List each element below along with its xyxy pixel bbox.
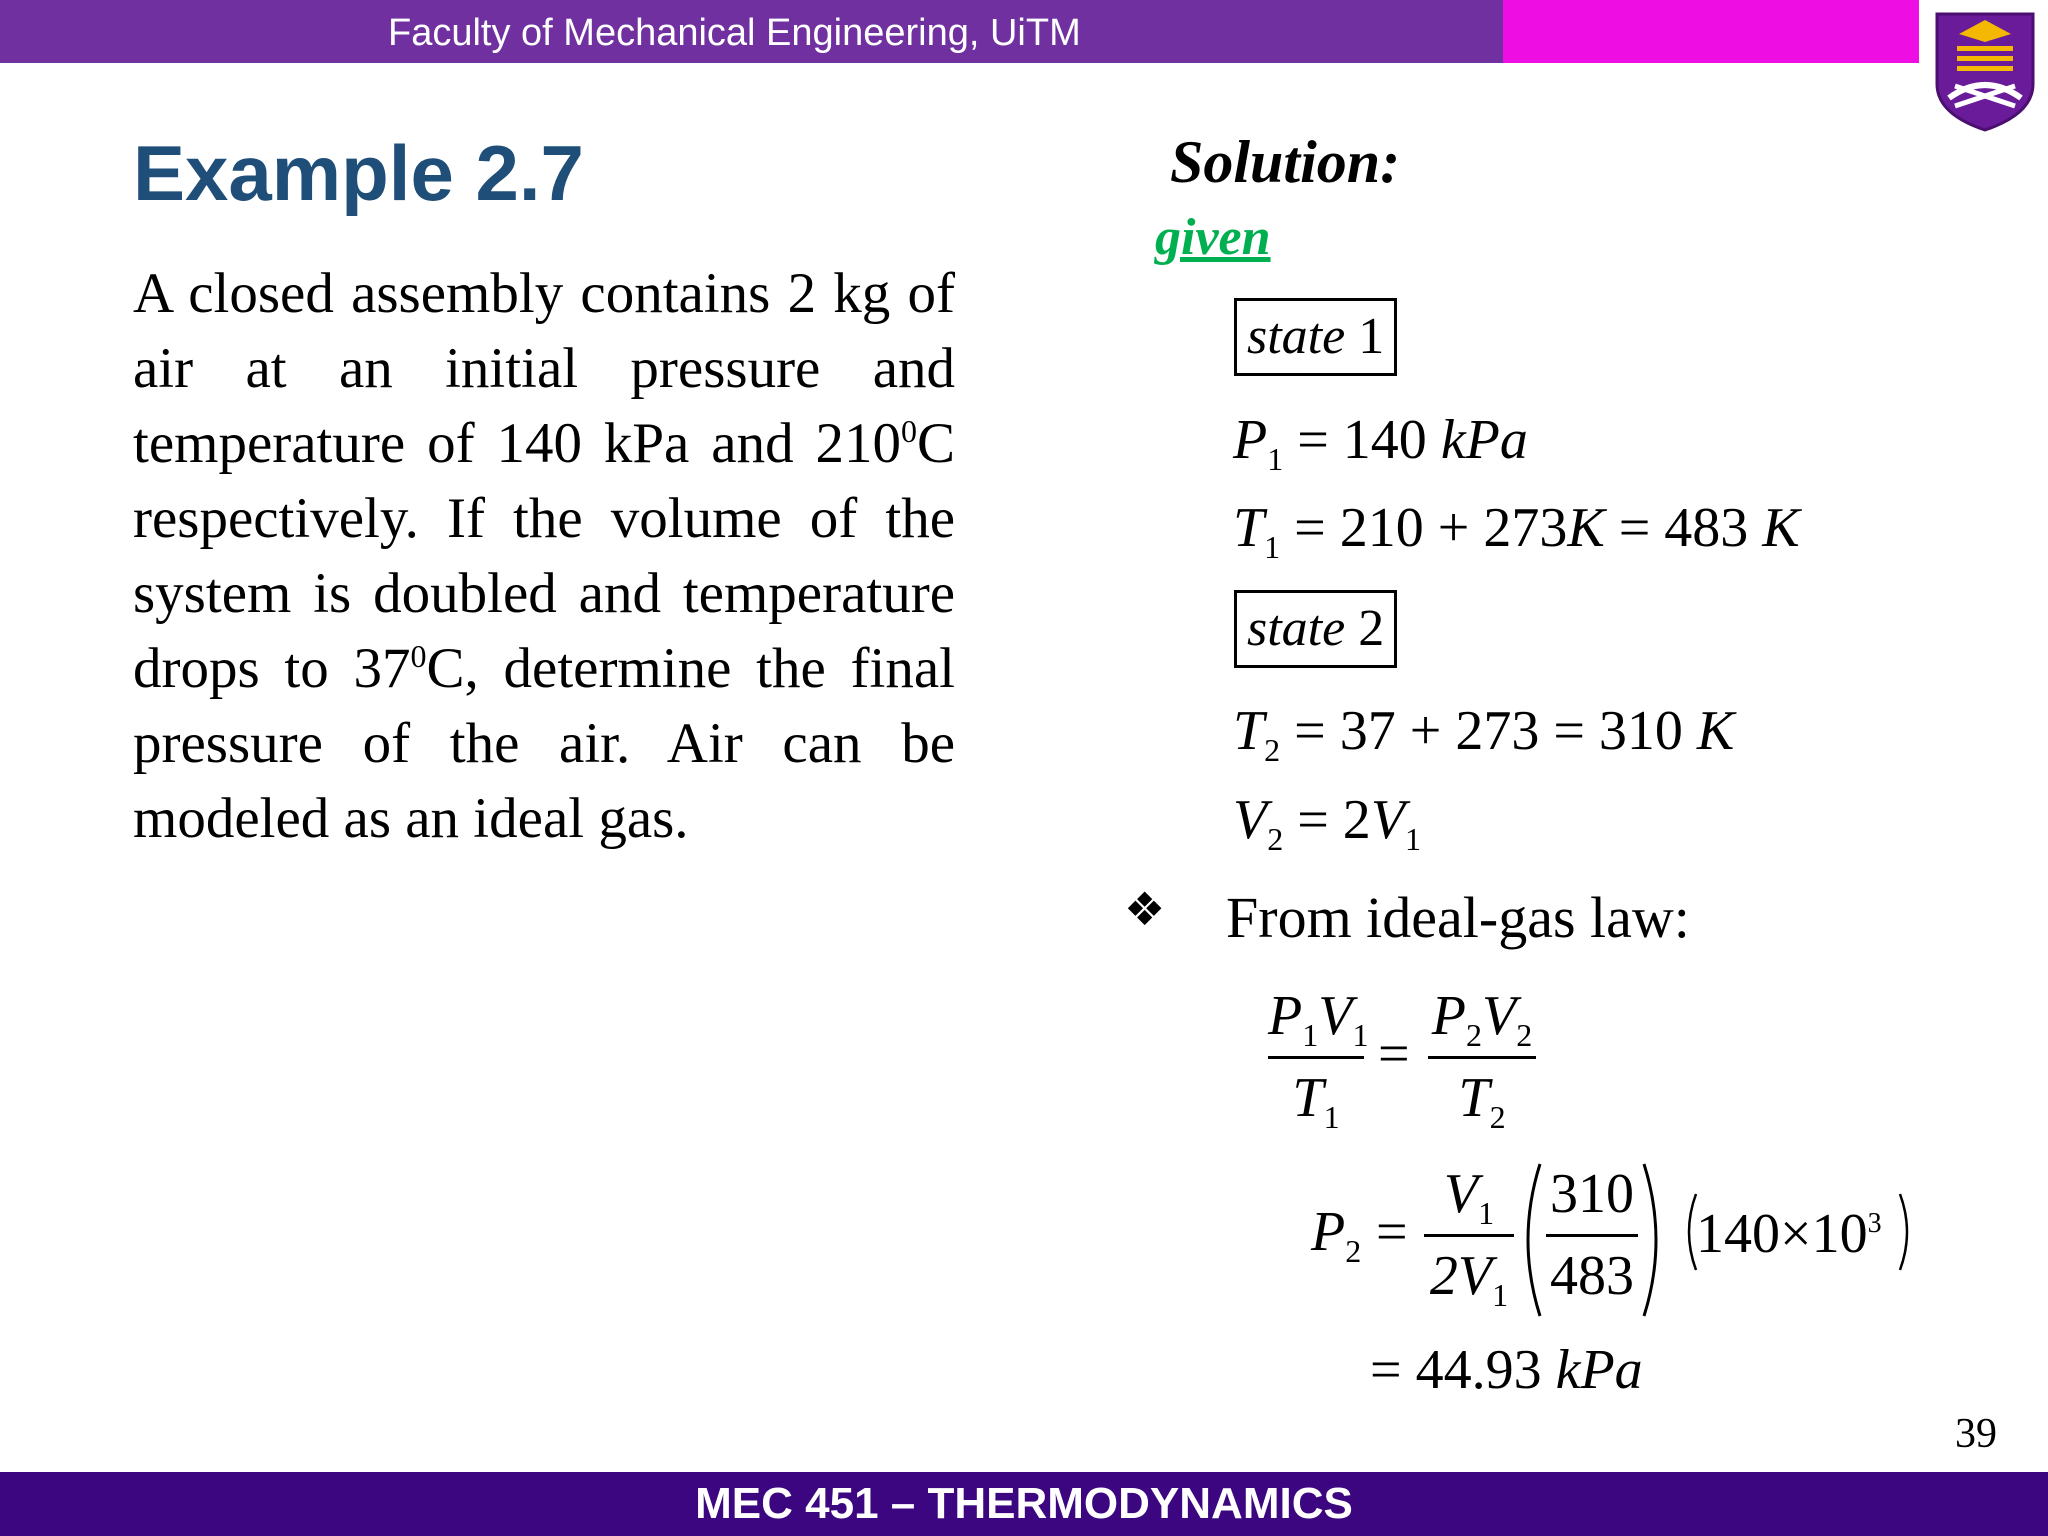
page-number: 39 (1955, 1411, 1997, 1457)
state2-num: 2 (1358, 600, 1385, 657)
t2-equation (1233, 700, 1735, 768)
p1-equation (1233, 409, 1528, 477)
t1-value: = 483 (1618, 497, 1749, 559)
t1-sum: = 210 + 273 (1294, 497, 1568, 559)
eq1-lhs-denominator: $T_1$ (1292, 1067, 1340, 1135)
eq2-temp-numerator: 310 (1550, 1163, 1634, 1225)
problem-text-3: C, determine the final pressure of the air. Air can be modeled as an ideal gas. (133, 637, 955, 850)
state1-box (1234, 298, 1397, 376)
t1-sub: 1 (1264, 529, 1281, 565)
t2-unit: K (1696, 700, 1735, 762)
t1-symbol: T (1233, 497, 1265, 559)
eq2-lhs: $P_2$ (1311, 1201, 1362, 1269)
eq2-volume-numerator: $V_1$ (1443, 1163, 1495, 1231)
problem-text-1: A closed assembly contains 2 kg of air at an initial pressure and temperature of 140 kPa and 210 (133, 262, 955, 475)
eq2-temp-fraction (1546, 1162, 1638, 1312)
p1-value: = 140 (1297, 409, 1427, 471)
eq2-equals: = (1376, 1201, 1408, 1263)
problem-statement (133, 256, 955, 856)
degree-sup-2: 0 (410, 638, 427, 674)
eq1-lhs-numerator: $P_1V_1$ (1268, 985, 1369, 1053)
v2-sub: 2 (1267, 821, 1284, 857)
eq2-volume-fraction (1424, 1162, 1514, 1312)
t2-symbol: T (1233, 700, 1265, 762)
v2-value: = 2 (1297, 789, 1371, 851)
eq2-temp-fraction-bar (1546, 1234, 1638, 1237)
problem-text-2: C respectively. If the volume of the system is doubled and temperature drops to 37 (133, 412, 955, 700)
eq2-volume-denominator: $2V_1$ (1429, 1245, 1509, 1313)
example-title: Example 2.7 (133, 129, 584, 217)
state1-label: state (1247, 308, 1346, 365)
eq1-rhs-fraction-bar (1428, 1056, 1536, 1059)
solution-title: Solution: (1170, 129, 1401, 195)
faculty-title: Faculty of Mechanical Engineering, UiTM (388, 12, 1081, 54)
eq1-lhs-fraction (1268, 984, 1369, 1135)
ideal-gas-heading: From ideal-gas law: (1226, 885, 1690, 950)
p1-sub: 1 (1267, 441, 1284, 477)
p1-symbol: P (1233, 409, 1268, 471)
t2-sub: 2 (1264, 732, 1281, 768)
t1-unit-k: K (1567, 497, 1605, 559)
eq1-rhs-denominator: $T_2$ (1458, 1067, 1506, 1135)
header-accent-bar (1503, 0, 1919, 63)
course-title: MEC 451 – THERMODYNAMICS (695, 1479, 1353, 1528)
p1-unit: kPa (1440, 409, 1528, 471)
eq1-rhs-fraction (1428, 984, 1536, 1134)
t1-unit: K (1762, 497, 1800, 559)
eq1-lhs-fraction-bar (1268, 1056, 1364, 1059)
result-value: = 44.93 (1370, 1339, 1542, 1401)
v2-equation (1233, 789, 1422, 857)
v2-symbol: V (1233, 789, 1268, 851)
uitm-logo-icon (1929, 6, 2041, 132)
eq2-volume-fraction-bar (1424, 1234, 1514, 1237)
state2-label: state (1247, 600, 1346, 657)
v1-symbol: V (1370, 789, 1406, 851)
degree-sup-1: 0 (900, 413, 917, 449)
eq2-right-paren-icon (1638, 1160, 1674, 1320)
given-label: given (1155, 209, 1271, 266)
t1-equation (1233, 497, 1800, 565)
eq2-right-paren2-icon (1896, 1192, 1918, 1272)
result-unit: kPa (1555, 1339, 1643, 1401)
result-equation (1370, 1339, 1643, 1401)
eq2-left-paren-icon (1510, 1160, 1546, 1320)
state1-num: 1 (1358, 308, 1385, 365)
eq1-equals: = (1378, 1023, 1410, 1085)
v1-sub: 1 (1405, 821, 1422, 857)
t2-value: = 37 + 273 = 310 (1294, 700, 1683, 762)
eq2-temp-denominator: 483 (1550, 1245, 1634, 1307)
state2-box (1234, 590, 1397, 668)
diamond-bullet-icon: ❖ (1124, 882, 1166, 936)
eq1-rhs-numerator: $P_2V_2$ (1431, 985, 1533, 1053)
eq2-pressure-factor: $140\times 10^3$ (1696, 1203, 1882, 1265)
